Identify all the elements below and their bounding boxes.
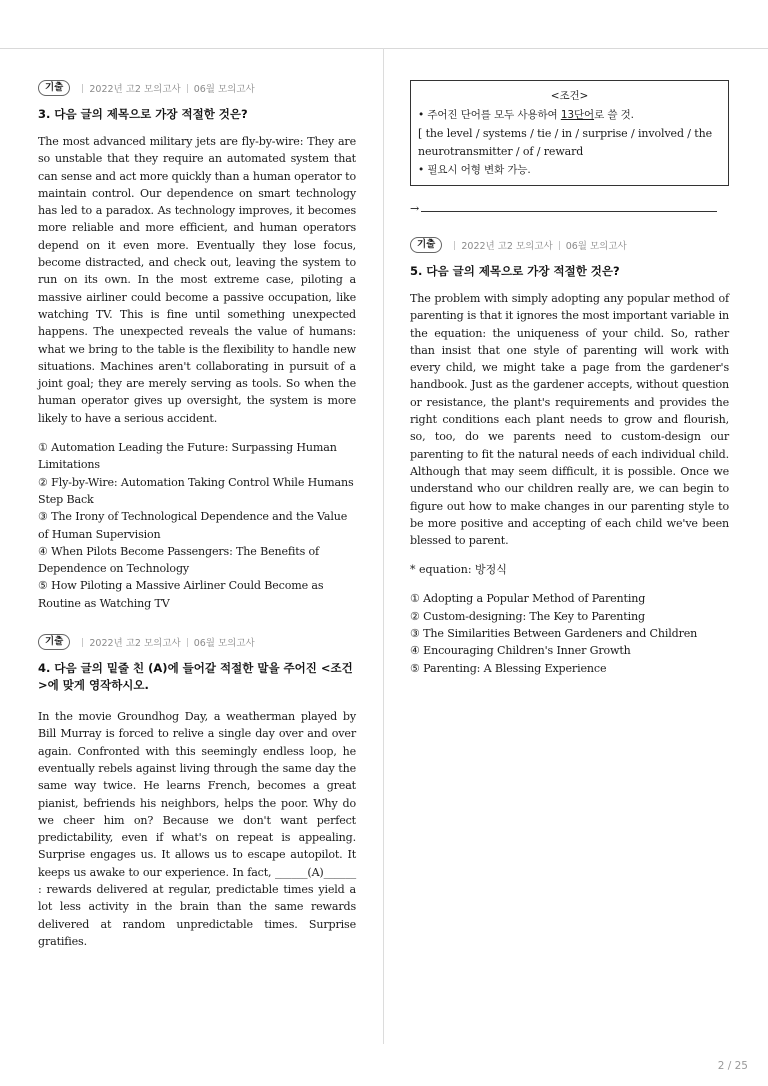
blank-a: ______(A)______ xyxy=(275,865,356,879)
passage: The problem with simply adopting any popular method of parenting is that it ignores the most important variable in the equation: the uniqueness of your child. So, rather than insist that one style of parenting will work with every child, we might take a page from the gardener's handbook. Just as the gardener accepts, without question or resistance, the plant's requirements and provides the right conditions each plant needs to grow and flourish, so, too, do we parents need to custom-design our parenting to fit the natural needs of each individual child. Although that may seem difficult, it is possible. Once we understand who our children really are, we can begin to figure out how to make changes in our parenting style to be more positive and accepting of each child we've been blessed to parent. xyxy=(410,292,729,548)
question-3 xyxy=(38,80,356,612)
question-title: 3. 다음 글의 제목으로 가장 적절한 것은? xyxy=(38,107,248,121)
exam-year: 2022년 고2 모의고사 xyxy=(461,241,553,252)
answer-choices xyxy=(38,439,356,612)
answer-blank[interactable] xyxy=(421,211,717,212)
left-column xyxy=(38,80,356,950)
vocab-note: * equation: 방정식 xyxy=(410,563,507,577)
exam-year: 2022년 고2 모의고사 xyxy=(89,84,181,95)
passage-text: : rewards delivered at regular, predictable times yield a lot less activity in the brain than the same rewards delivered at random unpredictable times. Surprise gratifies. xyxy=(38,882,356,948)
passage: The most advanced military jets are fly-by-wire: They are so unstable that they require an automated system that can sense and act more quickly than a human operator to maintain control. Our dependence on smart technology has led to a paradox. As technology improves, it becomes more reliable and more efficient, and human operators depend on it even more. Eventually they lose focus, become distracted, and check out, leaving the system to run on its own. In the most extreme case, piloting a massive airliner could become a passive occupation, like watching TV. This is fine until something unexpected happens. The unexpected reveals the value of humans: what we bring to the table is the flexibility to handle new situations. Machines aren't collaborating in pursuit of a joint goal; they are merely serving as tools. So when the human operator gives up oversight, the system is more likely to have a serious accident. xyxy=(38,135,356,425)
question-4 xyxy=(38,634,356,950)
choice-3[interactable]: ③ The Similarities Between Gardeners and Children xyxy=(410,627,698,641)
condition-rule xyxy=(418,106,721,125)
passage xyxy=(38,708,356,950)
tag-separator xyxy=(82,84,83,93)
arrow-icon: → xyxy=(410,202,420,215)
past-exam-badge: 기출 xyxy=(410,237,442,253)
exam-year: 2022년 고2 모의고사 xyxy=(89,638,181,650)
tag-separator xyxy=(187,84,188,93)
rule-text: 로 쓸 것. xyxy=(594,109,634,121)
condition-box xyxy=(410,80,729,186)
past-exam-badge: 기출 xyxy=(38,80,70,96)
column-divider xyxy=(383,48,384,1044)
past-exam-badge: 기출 xyxy=(38,634,70,650)
answer-choices xyxy=(410,590,729,676)
question-title: 4. 다음 글의 밑줄 친 (A)에 들어갈 적절한 말을 주어진 <조건>에 맞게 영작하시오. xyxy=(38,661,353,693)
choice-3[interactable]: ③ The Irony of Technological Dependence and the Value of Human Supervision xyxy=(38,510,348,541)
passage-text: In the movie Groundhog Day, a weatherman played by Bill Murray is forced to relive a single day over and over again. Confronted with this seemingly endless loop, he eventually rebels against living through the same day the same way twice. He learns French, becomes a great pianist, befriends his neighbors, helps the poor. Why do we cheer him on? Because we don't want perfect predictability, even if what's on repeat is appealing. Surprise engages us. It allows us to escape autopilot. It keeps us awake to our experience. In fact, xyxy=(38,710,356,879)
exam-month: 06월 모의고사 xyxy=(565,241,627,252)
choice-4[interactable]: ④ When Pilots Become Passengers: The Benefits of Dependence on Technology xyxy=(38,544,319,576)
exam-month: 06월 모의고사 xyxy=(193,84,255,95)
choice-1[interactable]: ① Automation Leading the Future: Surpassing Human Limitations xyxy=(38,441,337,472)
rule-text: • 주어진 단어를 모두 사용하여 xyxy=(418,109,561,121)
question-5 xyxy=(410,237,729,677)
page-number: 2 / 25 xyxy=(717,1060,748,1072)
tag-separator xyxy=(454,241,455,250)
exam-month: 06월 모의고사 xyxy=(193,638,255,650)
word-list: [ the level / systems / tie / in / surprise / involved / the neurotransmitter / of / reward xyxy=(418,127,713,158)
tag-separator xyxy=(187,638,188,647)
condition-rule: • 필요시 어형 변화 가능. xyxy=(418,164,531,176)
choice-5[interactable]: ⑤ Parenting: A Blessing Experience xyxy=(410,661,607,675)
tag-separator xyxy=(82,638,83,647)
choice-4[interactable]: ④ Encouraging Children's Inner Growth xyxy=(410,644,631,658)
header-rule xyxy=(0,48,768,49)
right-column xyxy=(410,80,729,677)
answer-line[interactable] xyxy=(410,202,729,215)
source-tag xyxy=(38,634,356,650)
choice-2[interactable]: ② Custom-designing: The Key to Parenting xyxy=(410,609,645,623)
source-tag xyxy=(38,80,356,96)
condition-header: <조건> xyxy=(550,90,589,102)
source-tag xyxy=(410,237,729,253)
choice-1[interactable]: ① Adopting a Popular Method of Parenting xyxy=(410,592,646,606)
question-title: 5. 다음 글의 제목으로 가장 적절한 것은? xyxy=(410,264,620,278)
word-count: 13단어 xyxy=(560,109,595,121)
choice-2[interactable]: ② Fly-by-Wire: Automation Taking Control While Humans Step Back xyxy=(38,475,354,506)
tag-separator xyxy=(559,241,560,250)
choice-5[interactable]: ⑤ How Piloting a Massive Airliner Could Become as Routine as Watching TV xyxy=(38,579,324,610)
